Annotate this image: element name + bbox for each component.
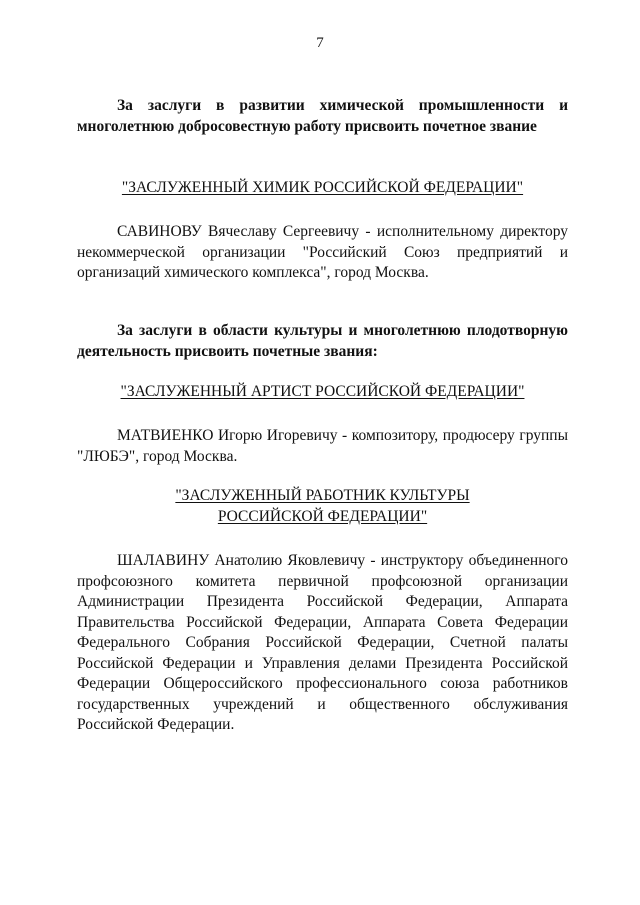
section-chemistry-intro — [77, 96, 568, 137]
recipient-matvienko — [77, 426, 568, 467]
award-title-line-1: "ЗАСЛУЖЕННЫЙ РАБОТНИК КУЛЬТУРЫ — [175, 487, 470, 504]
page-number: 7 — [316, 35, 324, 51]
recipient-text: ШАЛАВИНУ Анатолию Яковлевичу - инструктору объединенного профсоюзного комитета первичной профсоюзной организации Администрации Президента Российской Федерации, Аппарата Правительства Российской Федерации, Аппарата Совета Федерации Федерального Собрания Российской Федерации, Счетной палаты Российской Федерации и Управления делами Президента Российской Федерации Общероссийского профессионального союза работников государственных учреждений и общественного обслуживания Российской Федерации. — [77, 552, 568, 733]
section-culture-intro — [77, 321, 568, 362]
award-title-chemist — [77, 178, 568, 199]
award-title-culture-worker — [77, 486, 568, 527]
recipient-savinov — [77, 222, 568, 284]
recipient-text: МАТВИЕНКО Игорю Игоревичу - композитору, продюсеру группы "ЛЮБЭ", город Москва. — [77, 427, 568, 465]
award-title-line-2: РОССИЙСКОЙ ФЕДЕРАЦИИ" — [217, 507, 428, 525]
award-title-text: "ЗАСЛУЖЕННЫЙ АРТИСТ РОССИЙСКОЙ ФЕДЕРАЦИИ" — [120, 383, 525, 400]
award-title-text: "ЗАСЛУЖЕННЫЙ ХИМИК РОССИЙСКОЙ ФЕДЕРАЦИИ" — [121, 179, 524, 196]
recipient-shalavin — [77, 551, 568, 736]
award-title-artist — [77, 382, 568, 403]
award-intro-text: За заслуги в развитии химической промышленности и многолетнюю добросовестную работу присвоить почетное звание — [77, 97, 568, 135]
award-intro-text: За заслуги в области культуры и многолетнюю плодотворную деятельность присвоить почетные звания: — [77, 322, 568, 360]
recipient-text: САВИНОВУ Вячеславу Сергеевичу - исполнительному директору некоммерческой организации "Российский Союз предприятий и организаций химического комплекса", город Москва. — [77, 223, 568, 281]
